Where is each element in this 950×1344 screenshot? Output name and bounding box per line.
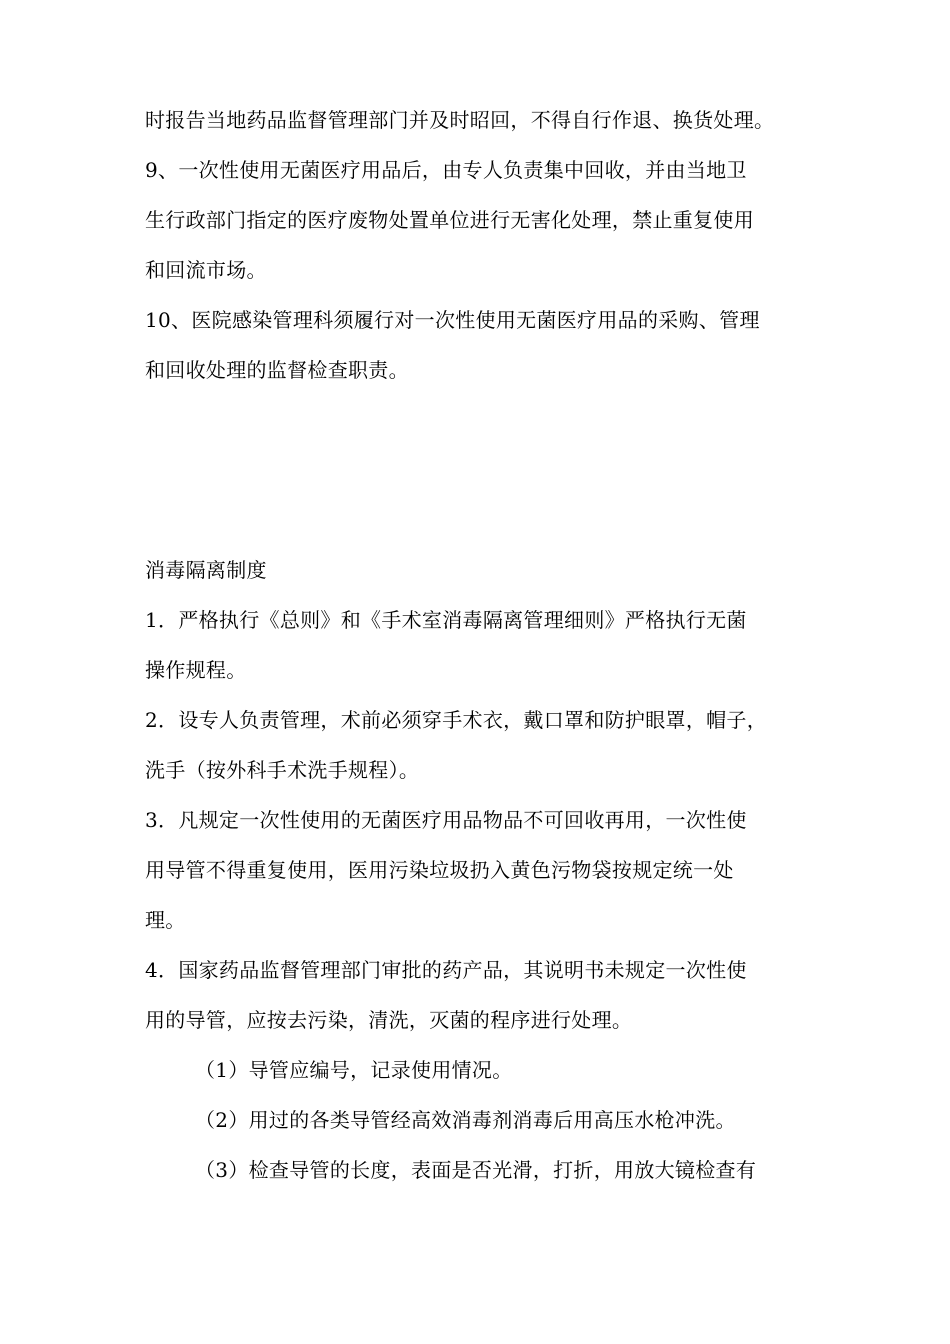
- paragraph-line: 和回流市场。: [145, 258, 267, 282]
- paragraph-line: 用导管不得重复使用，医用污染垃圾扔入黄色污物袋按规定统一处: [145, 858, 734, 882]
- sub-item-line: （1）导管应编号，记录使用情况。: [195, 1058, 513, 1082]
- paragraph-line: 时报告当地药品监督管理部门并及时昭回，不得自行作退、换货处理。: [145, 108, 775, 132]
- paragraph-line: 10、医院感染管理科须履行对一次性使用无菌医疗用品的采购、管理: [145, 308, 760, 332]
- sub-item-line: （3）检查导管的长度，表面是否光滑，打折，用放大镜检查有: [195, 1158, 757, 1182]
- paragraph-line: 洗手（按外科手术洗手规程）。: [145, 758, 420, 782]
- paragraph-line: 和回收处理的监督检查职责。: [145, 358, 409, 382]
- sub-item-line: （2）用过的各类导管经高效消毒剂消毒后用高压水枪冲洗。: [195, 1108, 736, 1132]
- paragraph-line: 操作规程。: [145, 658, 247, 682]
- paragraph-line: 1．严格执行《总则》和《手术室消毒隔离管理细则》严格执行无菌: [145, 608, 747, 632]
- paragraph-line: 4．国家药品监督管理部门审批的药产品，其说明书未规定一次性使: [145, 958, 747, 982]
- paragraph-line: 2．设专人负责管理，术前必须穿手术衣，戴口罩和防护眼罩，帽子，: [145, 708, 768, 732]
- paragraph-line: 生行政部门指定的医疗废物处置单位进行无害化处理，禁止重复使用: [145, 208, 754, 232]
- paragraph-line: 理。: [145, 908, 186, 932]
- paragraph-line: 3．凡规定一次性使用的无菌医疗用品物品不可回收再用，一次性使: [145, 808, 747, 832]
- section-title: 消毒隔离制度: [145, 558, 267, 582]
- paragraph-line: 9、一次性使用无菌医疗用品后，由专人负责集中回收，并由当地卫: [145, 158, 747, 182]
- paragraph-line: 用的导管，应按去污染，清洗，灭菌的程序进行处理。: [145, 1008, 633, 1032]
